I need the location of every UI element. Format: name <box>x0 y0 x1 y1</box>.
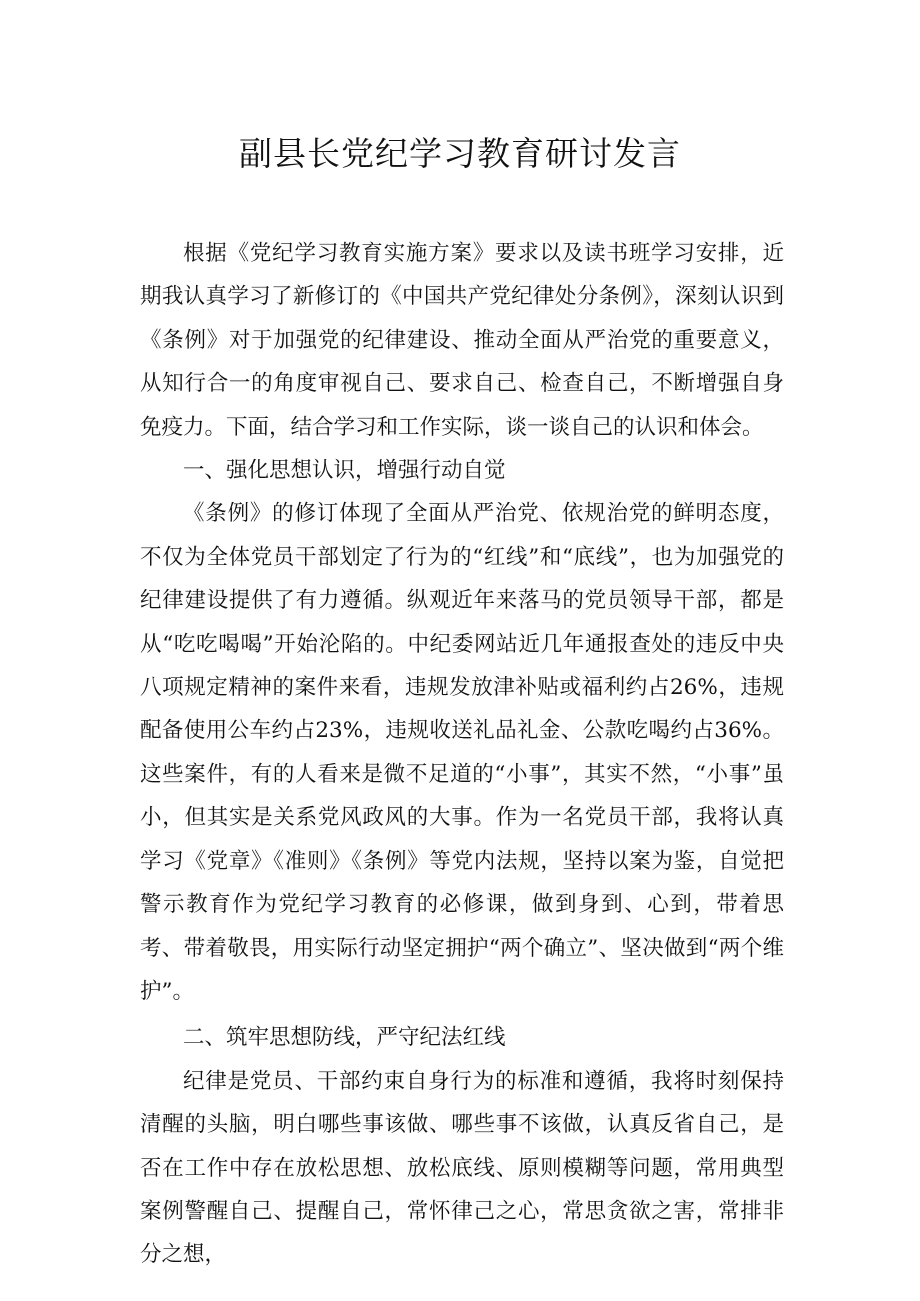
document-title: 副县长党纪学习教育研讨发言 <box>239 134 681 173</box>
section-heading-2: 二、筑牢思想防线，严守纪法红线 <box>183 1025 506 1051</box>
section-1-paragraph: 《条例》的修订体现了全面从严治党、依规治党的鲜明态度，不仅为全体党员干部划定了行为的“红线”和“底线”，也为加强党的纪律建设提供了有力遵循。纵观近年来落马的党员领导干部，都是从“吃吃喝喝”开始沦陷的。中纪委网站近几年通报查处的违反中央八项规定精神的案件来看，违规发放津补贴或福利约占26%，违规配备使用公车约占23%，违规收送礼品礼金、公款吃喝约占36%。这些案件，有的人看来是微不足道的“小事”，其实不然，“小事”虽小，但其实是关系党风政风的大事。作为一名党员干部，我将认真学习《党章》《准则》《条例》等党内法规，坚持以案为鉴，自觉把警示教育作为党纪学习教育的必修课，做到身到、心到，带着思考、带着敬畏，用实际行动坚定拥护“两个确立”、坚决做到“两个维护”。 <box>140 501 784 1004</box>
intro-paragraph: 根据《党纪学习教育实施方案》要求以及读书班学习安排，近期我认真学习了新修订的《中国共产党纪律处分条例》，深刻认识到《条例》对于加强党的纪律建设、推动全面从严治党的重要意义，从知行合一的角度审视自己、要求自己、检查自己，不断增强自身免疫力。下面，结合学习和工作实际，谈一谈自己的认识和体会。 <box>140 241 784 440</box>
section-2-paragraph: 纪律是党员、干部约束自身行为的标准和遵循，我将时刻保持清醒的头脑，明白哪些事该做、哪些事不该做，认真反省自己，是否在工作中存在放松思想、放松底线、原则模糊等问题，常用典型案例警醒自己、提醒自己，常怀律己之心，常思贪欲之害，常排非分之想， <box>140 1068 784 1268</box>
document-body <box>140 232 784 1277</box>
section-heading-1: 一、强化思想认识，增强行动自觉 <box>183 458 506 484</box>
